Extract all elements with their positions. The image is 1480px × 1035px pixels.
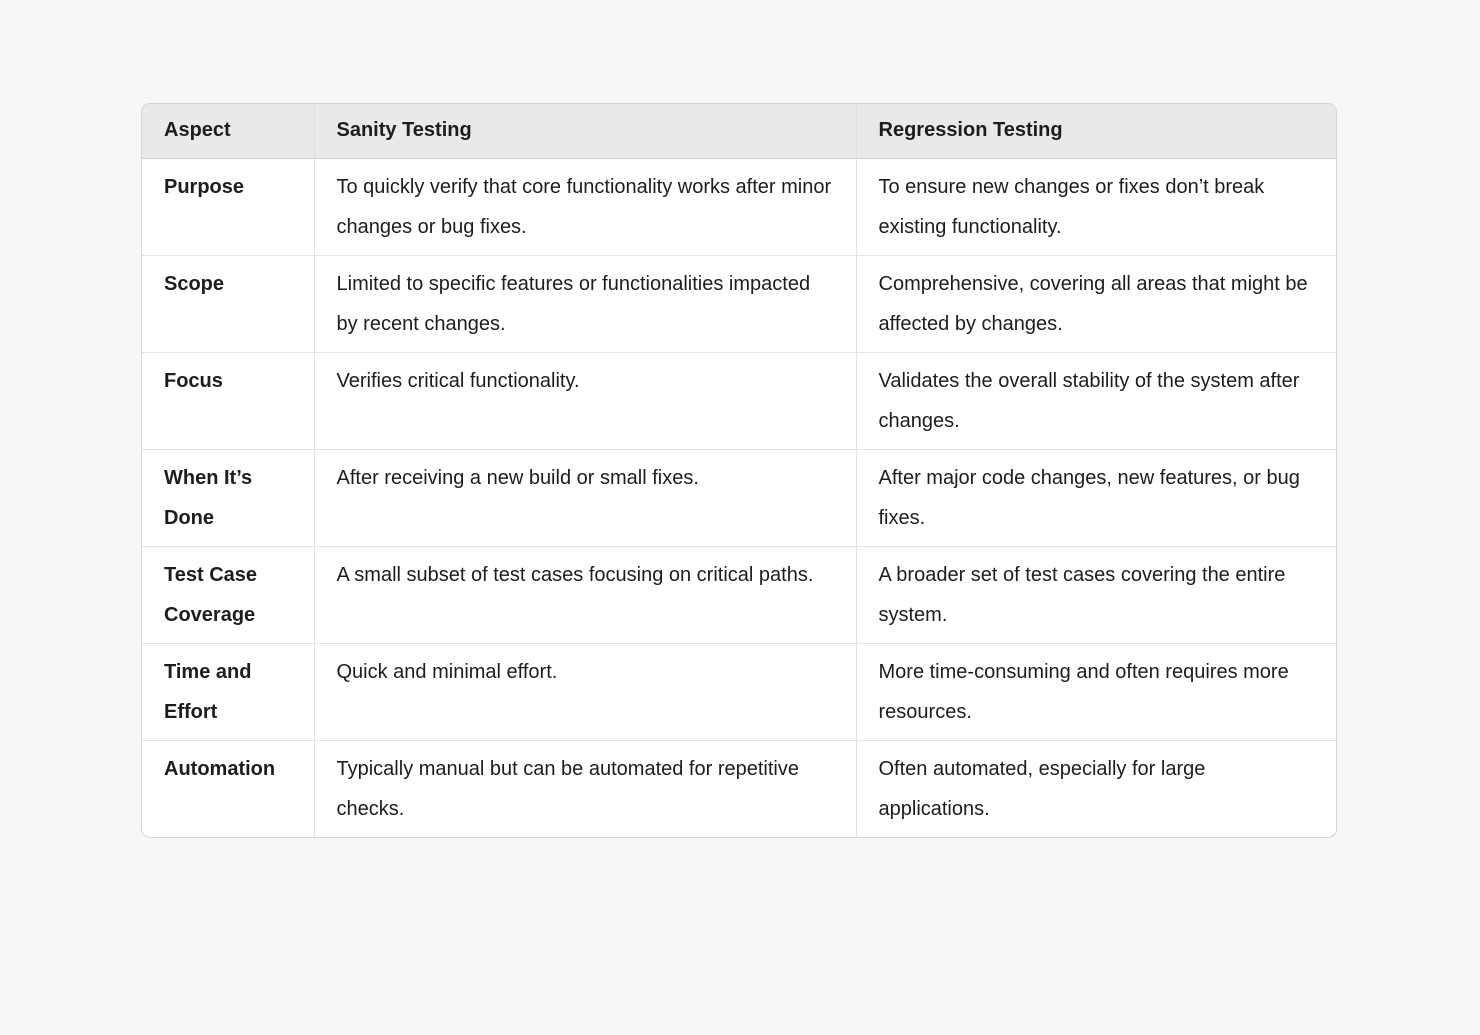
table-row: [142, 255, 1337, 352]
sanity-cell: After receiving a new build or small fixes.: [314, 449, 856, 546]
table-row: [142, 449, 1337, 546]
table-body: [142, 158, 1337, 837]
sanity-cell: To quickly verify that core functionality works after minor changes or bug fixes.: [314, 158, 856, 255]
sanity-cell: A small subset of test cases focusing on critical paths.: [314, 546, 856, 643]
table-row: [142, 352, 1337, 449]
table-row: [142, 643, 1337, 740]
table-row: [142, 158, 1337, 255]
sanity-cell: Limited to specific features or functionalities impacted by recent changes.: [314, 255, 856, 352]
aspect-cell: Scope: [142, 255, 314, 352]
aspect-cell: Focus: [142, 352, 314, 449]
header-aspect: Aspect: [142, 104, 314, 158]
table-header: [142, 104, 1337, 158]
sanity-cell: Verifies critical functionality.: [314, 352, 856, 449]
table-header-row: [142, 104, 1337, 158]
regression-cell: More time-consuming and often requires more resources.: [856, 643, 1337, 740]
header-sanity-testing: Sanity Testing: [314, 104, 856, 158]
aspect-cell: Automation: [142, 740, 314, 837]
comparison-table-card: [141, 103, 1337, 838]
regression-cell: Comprehensive, covering all areas that might be affected by changes.: [856, 255, 1337, 352]
aspect-cell: Purpose: [142, 158, 314, 255]
aspect-cell: Time and Effort: [142, 643, 314, 740]
regression-cell: Often automated, especially for large applications.: [878, 757, 1206, 820]
header-regression-testing: Regression Testing: [856, 104, 1337, 158]
regression-cell: After major code changes, new features, or bug fixes.: [856, 449, 1337, 546]
regression-cell: To ensure new changes or fixes don’t break existing functionality.: [856, 158, 1337, 255]
sanity-cell: Typically manual but can be automated for repetitive checks.: [314, 740, 856, 837]
aspect-cell: Test Case Coverage: [142, 546, 314, 643]
comparison-table: [142, 104, 1337, 837]
table-row: [142, 546, 1337, 643]
table-row: [142, 740, 1337, 837]
regression-cell: A broader set of test cases covering the entire system.: [856, 546, 1337, 643]
regression-cell: Validates the overall stability of the system after changes.: [856, 352, 1337, 449]
aspect-cell: When It’s Done: [142, 449, 314, 546]
sanity-cell: Quick and minimal effort.: [314, 643, 856, 740]
